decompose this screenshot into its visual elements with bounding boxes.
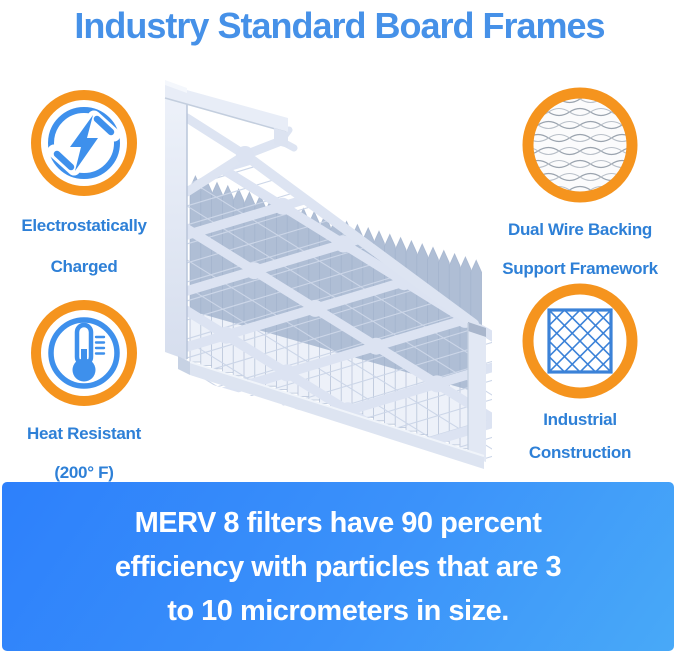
feature-label-line: Industrial xyxy=(543,410,617,429)
feature-label-line: Construction xyxy=(528,443,632,462)
thermometer-icon xyxy=(29,298,139,408)
feature-label-line: (200° F) xyxy=(54,463,114,482)
merv-rating-banner xyxy=(2,482,674,651)
page-title: Industry Standard Board Frames xyxy=(74,5,605,46)
lightning-icon xyxy=(29,88,139,198)
feature-label-line: Electrostatically xyxy=(21,216,147,235)
wire-mesh-icon xyxy=(521,86,639,204)
feature-heat-resistant xyxy=(2,298,166,486)
air-filter-product-image xyxy=(150,60,502,477)
feature-label-line: Support Framework xyxy=(502,259,658,278)
banner-text-line: MERV 8 filters have 90 percent xyxy=(134,506,542,539)
feature-label-line: Heat Resistant xyxy=(27,424,141,443)
feature-label-line: Charged xyxy=(50,257,118,276)
lattice-grid-icon xyxy=(521,282,639,400)
feature-label-line: Dual Wire Backing xyxy=(507,220,652,239)
banner-text-line: efficiency with particles that are 3 xyxy=(114,550,562,583)
banner-text-line: to 10 micrometers in size. xyxy=(167,594,509,627)
feature-dual-wire-backing xyxy=(494,86,666,282)
feature-electrostatically-charged xyxy=(2,88,166,280)
feature-industrial-construction xyxy=(494,282,666,466)
